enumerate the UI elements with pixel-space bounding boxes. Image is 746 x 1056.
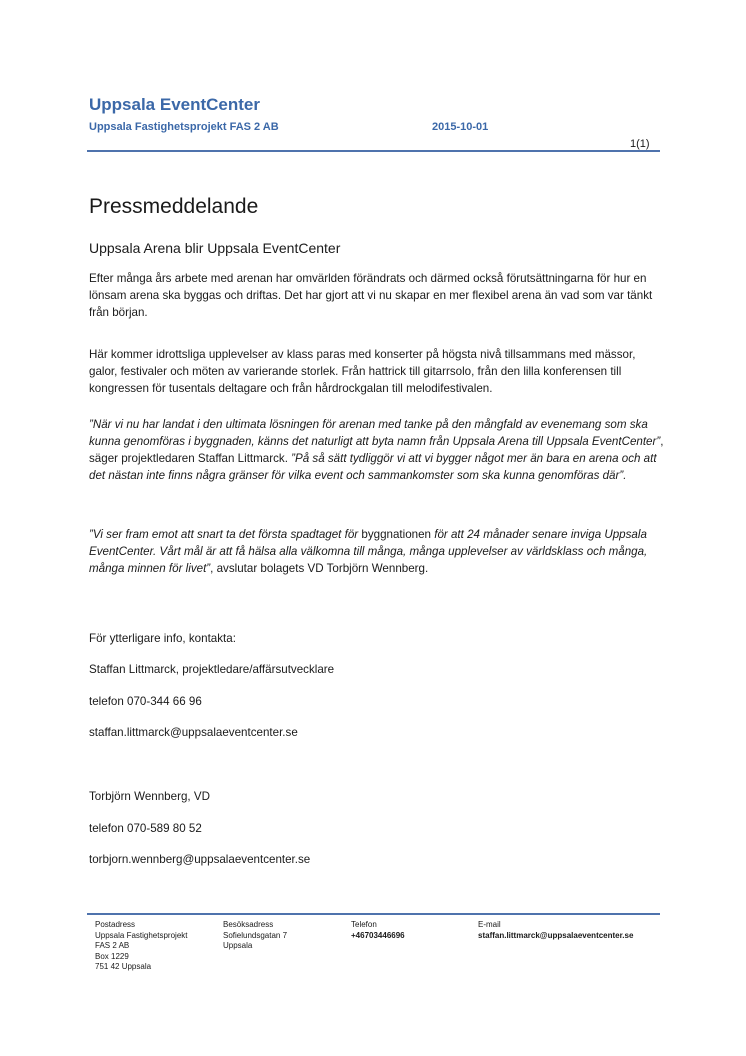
- footer-phone: [351, 920, 405, 941]
- contact-2-phone: telefon 070-589 80 52: [89, 822, 202, 835]
- quote-1: ”När vi nu har landat i den ultimata lösningen för arenan med tanke på den mångfald av evenemang som ska kunna genomföras i byggnaden, känns det naturligt att byta namn från Uppsala Arena till Uppsala EventCenter”: [89, 418, 661, 448]
- footer-phone-value: +46703446696: [351, 930, 405, 940]
- contact-2-name: Torbjörn Wennberg, VD: [89, 790, 210, 803]
- quote-attribution-1: , säger projektledaren Staffan Littmarck.: [89, 435, 664, 465]
- page-number: 1(1): [630, 138, 650, 150]
- company-name: Uppsala Fastighetsprojekt FAS 2 AB: [89, 121, 279, 133]
- footer-post-line: FAS 2 AB: [95, 941, 130, 950]
- footer-post-line: Box 1229: [95, 951, 129, 961]
- footer-visit-line: Sofielundsgatan 7: [223, 930, 288, 940]
- contact-intro: För ytterligare info, kontakta:: [89, 632, 236, 645]
- contact-1-name: Staffan Littmarck, projektledare/affärsutvecklare: [89, 663, 335, 676]
- footer-email-value[interactable]: staffan.littmarck@uppsalaeventcenter.se: [478, 930, 634, 940]
- document-date: 2015-10-01: [432, 121, 489, 133]
- footer-email-label: E-mail: [478, 920, 501, 929]
- footer-visit-label: Besöksadress: [223, 920, 274, 929]
- footer-post-label: Postadress: [95, 920, 136, 929]
- footer-post-line: Uppsala Fastighetsprojekt: [95, 930, 188, 940]
- paragraph-4: [89, 526, 664, 577]
- footer-visit-address: [223, 920, 287, 952]
- footer-post-line: 751 42 Uppsala: [95, 962, 152, 971]
- footer-divider: [87, 913, 660, 915]
- header-divider: [87, 150, 660, 152]
- quote-3a: ”Vi ser fram emot att snart ta det första spadtaget för: [89, 528, 362, 541]
- contact-1-phone: telefon 070-344 66 96: [89, 695, 202, 708]
- paragraph-1: Efter många års arbete med arenan har omvärlden förändrats och därmed också förutsättningarna för hur en lönsam arena ska byggas och driftas. Det har gjort att vi nu skapar en mer flexibel arena än vad som var tänkt från början.: [89, 272, 653, 319]
- paragraph-3: [89, 416, 664, 484]
- org-name: Uppsala EventCenter: [89, 95, 260, 114]
- footer-visit-line: Uppsala: [223, 941, 253, 950]
- footer-phone-label: Telefon: [351, 920, 377, 929]
- quote-attribution-2: , avslutar bolagets VD Torbjörn Wennberg.: [210, 562, 429, 575]
- footer-postal-address: [95, 920, 188, 973]
- contact-2-email[interactable]: torbjorn.wennberg@uppsalaeventcenter.se: [89, 853, 311, 866]
- page-title: Pressmeddelande: [89, 195, 259, 218]
- quote-2: ”På så sätt tydliggör vi att vi bygger något mer än bara en arena och att det nästan inte finns några gränser för vilka event och sammankomster som ska kunna genomföras där”.: [89, 452, 657, 482]
- footer-email: [478, 920, 633, 941]
- contact-1-email[interactable]: staffan.littmarck@uppsalaeventcenter.se: [89, 726, 298, 739]
- paragraph-2: Här kommer idrottsliga upplevelser av klass paras med konserter på högsta nivå tillsammans med mässor, galor, festivaler och möten av varierande storlek. Från hattrick till gitarrsolo, från den lilla konferensen till kongressen för tusentals deltagare och från hårdrockgalan till melodifestivalen.: [89, 348, 636, 395]
- quote-plain-word: byggnationen: [361, 528, 431, 541]
- quote-3b: för att 24 månader senare inviga Uppsala EventCenter. Vårt mål är att få hälsa alla välkomna till många, många upplevelser av världsklass och många, många minnen för livet”: [89, 528, 648, 575]
- page-subtitle: Uppsala Arena blir Uppsala EventCenter: [89, 240, 341, 256]
